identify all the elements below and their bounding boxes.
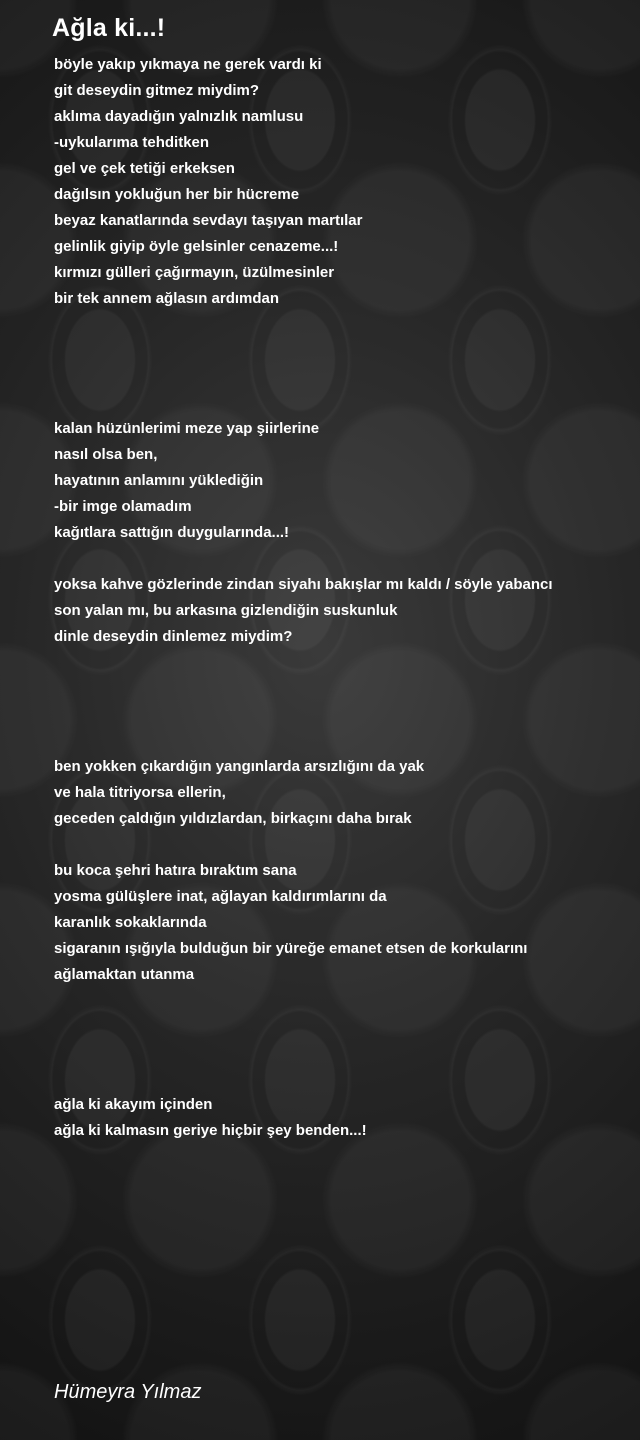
poem-line: son yalan mı, bu arkasına gizlendiğin suskunluk	[54, 602, 398, 619]
poem-line: ben yokken çıkardığın yangınlarda arsızlığını da yak	[54, 758, 425, 775]
poem-title: Ağla ki...!	[52, 14, 166, 42]
poem-line: geceden çaldığın yıldızlardan, birkaçını daha bırak	[54, 810, 412, 827]
poem-line: yoksa kahve gözlerinde zindan siyahı bakışlar mı kaldı / söyle yabancı	[54, 576, 553, 593]
poem-author: Hümeyra Yılmaz	[54, 1381, 202, 1403]
stanza-3	[54, 572, 634, 650]
stanza-1	[54, 52, 634, 312]
stanza-4	[54, 754, 634, 832]
poem-line: böyle yakıp yıkmaya ne gerek vardı ki	[54, 56, 322, 73]
poem-line: kalan hüzünlerimi meze yap şiirlerine	[54, 420, 320, 437]
stanza-spacer	[54, 832, 634, 858]
stanza-2	[54, 416, 634, 546]
poem-line: gel ve çek tetiği erkeksen	[54, 160, 235, 177]
poem-line: beyaz kanatlarında sevdayı taşıyan martılar	[54, 212, 363, 229]
poem-line: kırmızı gülleri çağırmayın, üzülmesinler	[54, 264, 335, 281]
poem-line: -uykularıma tehditken	[54, 134, 210, 151]
poem-line: -bir imge olamadım	[54, 498, 192, 515]
poem-line: sigaranın ışığıyla bulduğun bir yüreğe emanet etsen de korkularını	[54, 940, 528, 957]
stanza-spacer	[54, 312, 634, 416]
poem-line: ağlamaktan utanma	[54, 966, 195, 983]
stanza-6	[54, 1092, 634, 1144]
poem-line: aklıma dayadığın yalnızlık namlusu	[54, 108, 304, 125]
stanza-spacer	[54, 988, 634, 1092]
poem-line: gelinlik giyip öyle gelsinler cenazeme...!	[54, 238, 339, 255]
poem-line: nasıl olsa ben,	[54, 446, 158, 463]
stanza-spacer	[54, 650, 634, 754]
poem-body	[54, 52, 634, 1144]
poem-line: bir tek annem ağlasın ardımdan	[54, 290, 280, 307]
stanza-spacer	[54, 546, 634, 572]
poem-line: yosma gülüşlere inat, ağlayan kaldırımlarını da	[54, 888, 387, 905]
poem-line: ve hala titriyorsa ellerin,	[54, 784, 226, 801]
poem-line: bu koca şehri hatıra bıraktım sana	[54, 862, 297, 879]
poem-line: ağla ki kalmasın geriye hiçbir şey benden...!	[54, 1122, 367, 1139]
poem-line: dinle deseydin dinlemez miydim?	[54, 628, 293, 645]
poem-line: kağıtlara sattığın duygularında...!	[54, 524, 290, 541]
poem-line: git deseydin gitmez miydim?	[54, 82, 260, 99]
poem-line: dağılsın yokluğun her bir hücreme	[54, 186, 300, 203]
poem-line: karanlık sokaklarında	[54, 914, 207, 931]
stanza-5	[54, 858, 634, 988]
poem-line: ağla ki akayım içinden	[54, 1096, 213, 1113]
poem-line: hayatının anlamını yüklediğin	[54, 472, 264, 489]
